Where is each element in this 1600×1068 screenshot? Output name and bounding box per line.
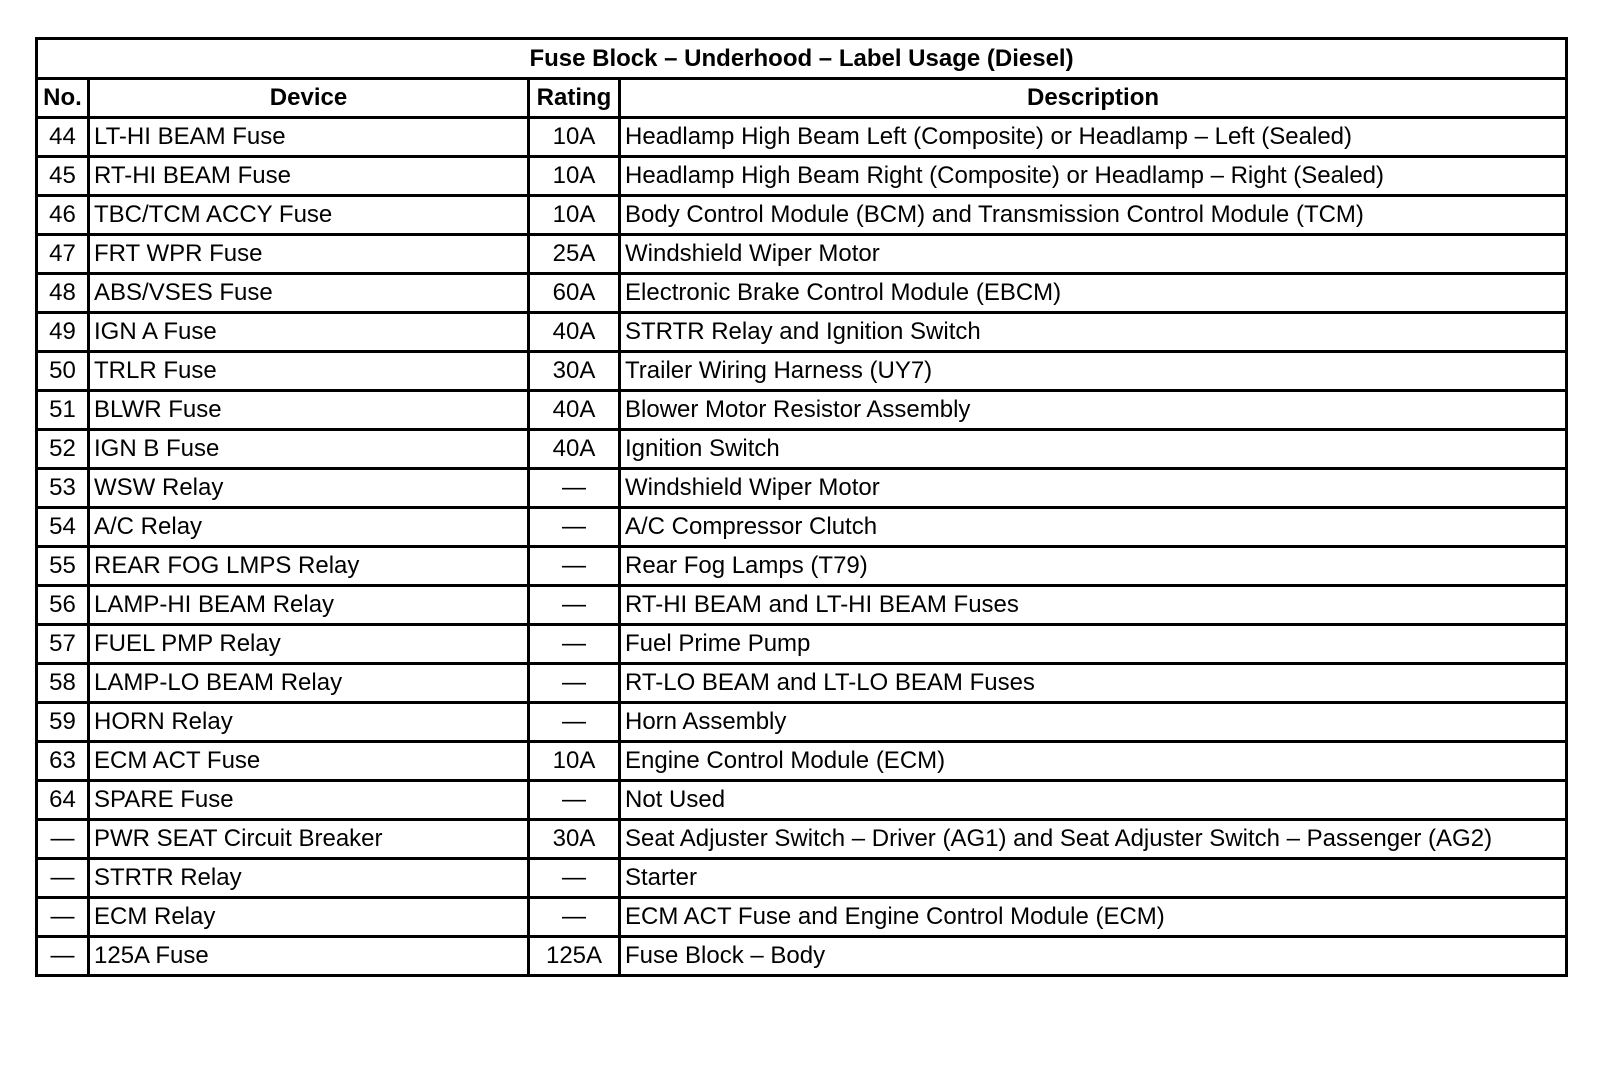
description-text: RT-LO BEAM and LT-LO BEAM Fuses xyxy=(620,664,1567,703)
table-row xyxy=(37,118,1567,157)
row-number: 49 xyxy=(37,313,89,352)
device-name: STRTR Relay xyxy=(89,859,529,898)
rating-value: 10A xyxy=(529,157,620,196)
device-name: TBC/TCM ACCY Fuse xyxy=(89,196,529,235)
device-name: REAR FOG LMPS Relay xyxy=(89,547,529,586)
row-number: 56 xyxy=(37,586,89,625)
description-text: Trailer Wiring Harness (UY7) xyxy=(620,352,1567,391)
description-text: Not Used xyxy=(620,781,1567,820)
rating-value: — xyxy=(529,547,620,586)
rating-value: 10A xyxy=(529,742,620,781)
device-name: ABS/VSES Fuse xyxy=(89,274,529,313)
rating-value: 60A xyxy=(529,274,620,313)
rating-value: 30A xyxy=(529,352,620,391)
description-text: ECM ACT Fuse and Engine Control Module (ECM) xyxy=(620,898,1567,937)
description-text: Fuel Prime Pump xyxy=(620,625,1567,664)
description-text: A/C Compressor Clutch xyxy=(620,508,1567,547)
table-row xyxy=(37,703,1567,742)
table-row xyxy=(37,742,1567,781)
device-name: ECM ACT Fuse xyxy=(89,742,529,781)
table-row xyxy=(37,352,1567,391)
table-row xyxy=(37,781,1567,820)
description-text: Windshield Wiper Motor xyxy=(620,235,1567,274)
table-body xyxy=(37,118,1567,976)
table-row xyxy=(37,820,1567,859)
row-number: 59 xyxy=(37,703,89,742)
table-row xyxy=(37,625,1567,664)
rating-value: 10A xyxy=(529,196,620,235)
row-number: — xyxy=(37,820,89,859)
rating-value: 10A xyxy=(529,118,620,157)
description-text: Electronic Brake Control Module (EBCM) xyxy=(620,274,1567,313)
rating-value: — xyxy=(529,625,620,664)
rating-value: — xyxy=(529,586,620,625)
table-row xyxy=(37,586,1567,625)
description-text: Engine Control Module (ECM) xyxy=(620,742,1567,781)
table-row xyxy=(37,937,1567,976)
table-row xyxy=(37,898,1567,937)
row-number: 48 xyxy=(37,274,89,313)
description-text: Seat Adjuster Switch – Driver (AG1) and Seat Adjuster Switch – Passenger (AG2) xyxy=(620,820,1567,859)
rating-value: — xyxy=(529,898,620,937)
device-name: LAMP-HI BEAM Relay xyxy=(89,586,529,625)
description-text: Headlamp High Beam Left (Composite) or Headlamp – Left (Sealed) xyxy=(620,118,1567,157)
table-row xyxy=(37,196,1567,235)
device-name: BLWR Fuse xyxy=(89,391,529,430)
description-text: Blower Motor Resistor Assembly xyxy=(620,391,1567,430)
rating-value: — xyxy=(529,859,620,898)
description-text: RT-HI BEAM and LT-HI BEAM Fuses xyxy=(620,586,1567,625)
table-row xyxy=(37,859,1567,898)
column-header-no: No. xyxy=(37,79,89,118)
fuse-usage-table xyxy=(35,37,1568,977)
description-text: Rear Fog Lamps (T79) xyxy=(620,547,1567,586)
rating-value: 40A xyxy=(529,313,620,352)
row-number: 64 xyxy=(37,781,89,820)
rating-value: 40A xyxy=(529,391,620,430)
table-row xyxy=(37,469,1567,508)
device-name: LAMP-LO BEAM Relay xyxy=(89,664,529,703)
description-text: Windshield Wiper Motor xyxy=(620,469,1567,508)
description-text: Horn Assembly xyxy=(620,703,1567,742)
table-row xyxy=(37,313,1567,352)
table-row xyxy=(37,391,1567,430)
title-row xyxy=(37,39,1567,79)
row-number: — xyxy=(37,859,89,898)
device-name: A/C Relay xyxy=(89,508,529,547)
row-number: 58 xyxy=(37,664,89,703)
device-name: IGN B Fuse xyxy=(89,430,529,469)
column-header-description: Description xyxy=(620,79,1567,118)
row-number: 63 xyxy=(37,742,89,781)
device-name: FRT WPR Fuse xyxy=(89,235,529,274)
rating-value: 25A xyxy=(529,235,620,274)
row-number: 52 xyxy=(37,430,89,469)
device-name: ECM Relay xyxy=(89,898,529,937)
table-row xyxy=(37,547,1567,586)
device-name: FUEL PMP Relay xyxy=(89,625,529,664)
row-number: 54 xyxy=(37,508,89,547)
rating-value: 40A xyxy=(529,430,620,469)
row-number: 50 xyxy=(37,352,89,391)
rating-value: — xyxy=(529,781,620,820)
table-title: Fuse Block – Underhood – Label Usage (Diesel) xyxy=(37,39,1567,79)
row-number: 45 xyxy=(37,157,89,196)
device-name: 125A Fuse xyxy=(89,937,529,976)
description-text: Starter xyxy=(620,859,1567,898)
row-number: 47 xyxy=(37,235,89,274)
description-text: Fuse Block – Body xyxy=(620,937,1567,976)
table-row xyxy=(37,430,1567,469)
rating-value: — xyxy=(529,469,620,508)
column-header-device: Device xyxy=(89,79,529,118)
table-row xyxy=(37,157,1567,196)
rating-value: — xyxy=(529,664,620,703)
rating-value: 30A xyxy=(529,820,620,859)
device-name: LT-HI BEAM Fuse xyxy=(89,118,529,157)
description-text: STRTR Relay and Ignition Switch xyxy=(620,313,1567,352)
device-name: PWR SEAT Circuit Breaker xyxy=(89,820,529,859)
table-row xyxy=(37,664,1567,703)
device-name: RT-HI BEAM Fuse xyxy=(89,157,529,196)
device-name: WSW Relay xyxy=(89,469,529,508)
row-number: 55 xyxy=(37,547,89,586)
row-number: — xyxy=(37,937,89,976)
rating-value: 125A xyxy=(529,937,620,976)
description-text: Headlamp High Beam Right (Composite) or Headlamp – Right (Sealed) xyxy=(620,157,1567,196)
row-number: 46 xyxy=(37,196,89,235)
row-number: 57 xyxy=(37,625,89,664)
column-header-rating: Rating xyxy=(529,79,620,118)
row-number: 53 xyxy=(37,469,89,508)
row-number: 44 xyxy=(37,118,89,157)
rating-value: — xyxy=(529,508,620,547)
table-row xyxy=(37,508,1567,547)
device-name: TRLR Fuse xyxy=(89,352,529,391)
table-row xyxy=(37,274,1567,313)
table-row xyxy=(37,235,1567,274)
device-name: IGN A Fuse xyxy=(89,313,529,352)
description-text: Ignition Switch xyxy=(620,430,1567,469)
row-number: — xyxy=(37,898,89,937)
rating-value: — xyxy=(529,703,620,742)
header-row xyxy=(37,79,1567,118)
row-number: 51 xyxy=(37,391,89,430)
device-name: HORN Relay xyxy=(89,703,529,742)
device-name: SPARE Fuse xyxy=(89,781,529,820)
description-text: Body Control Module (BCM) and Transmission Control Module (TCM) xyxy=(620,196,1567,235)
